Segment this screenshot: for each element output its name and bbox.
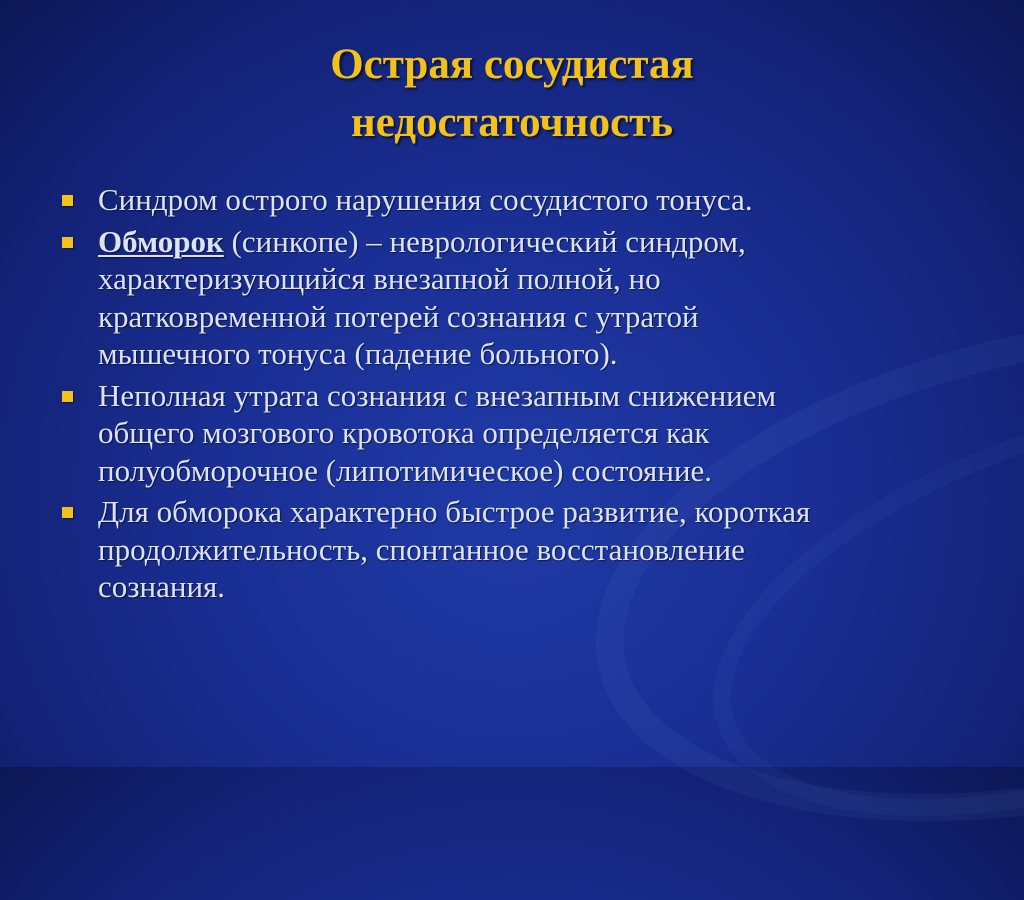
- bullet-text-line: [98, 223, 1000, 261]
- square-bullet-icon: [62, 507, 73, 518]
- square-bullet-icon: [62, 237, 73, 248]
- bullet-text-line: мышечного тонуса (падение больного).: [98, 336, 618, 371]
- bullet-item: [0, 493, 1024, 606]
- bullet-item: [0, 181, 1024, 219]
- bullet-text-line: Неполная утрата сознания с внезапным снижением: [98, 377, 777, 413]
- slide-title-line: недостаточность: [350, 99, 674, 146]
- bullet-text-line: кратковременной потерей сознания с утратой: [98, 298, 699, 334]
- slide-title-line: Острая сосудистая: [330, 41, 694, 88]
- bullet-text-fragment: (синкопе) – неврологический синдром,: [223, 223, 746, 259]
- bullet-text-line: полуобморочное (липотимическое) состояние.: [98, 452, 713, 488]
- bullet-text-line: сознания.: [98, 569, 226, 604]
- square-bullet-icon: [62, 391, 73, 402]
- bullet-text-line: продолжительность, спонтанное восстановление: [98, 531, 745, 567]
- bullet-item: [0, 223, 1024, 373]
- square-bullet-icon: [62, 195, 73, 206]
- slide-title: [0, 36, 1024, 152]
- term-highlight: Обморок: [98, 223, 224, 259]
- bullet-item: [0, 377, 1024, 490]
- bullet-list: [0, 181, 1024, 610]
- bullet-text-line: Для обморока характерно быстрое развитие, короткая: [98, 494, 811, 529]
- bullet-text-line: общего мозгового кровотока определяется как: [98, 415, 710, 450]
- bullet-text-line: Синдром острого нарушения сосудистого тонуса.: [98, 182, 753, 217]
- bullet-text-line: характеризующийся внезапной полной, но: [98, 261, 661, 296]
